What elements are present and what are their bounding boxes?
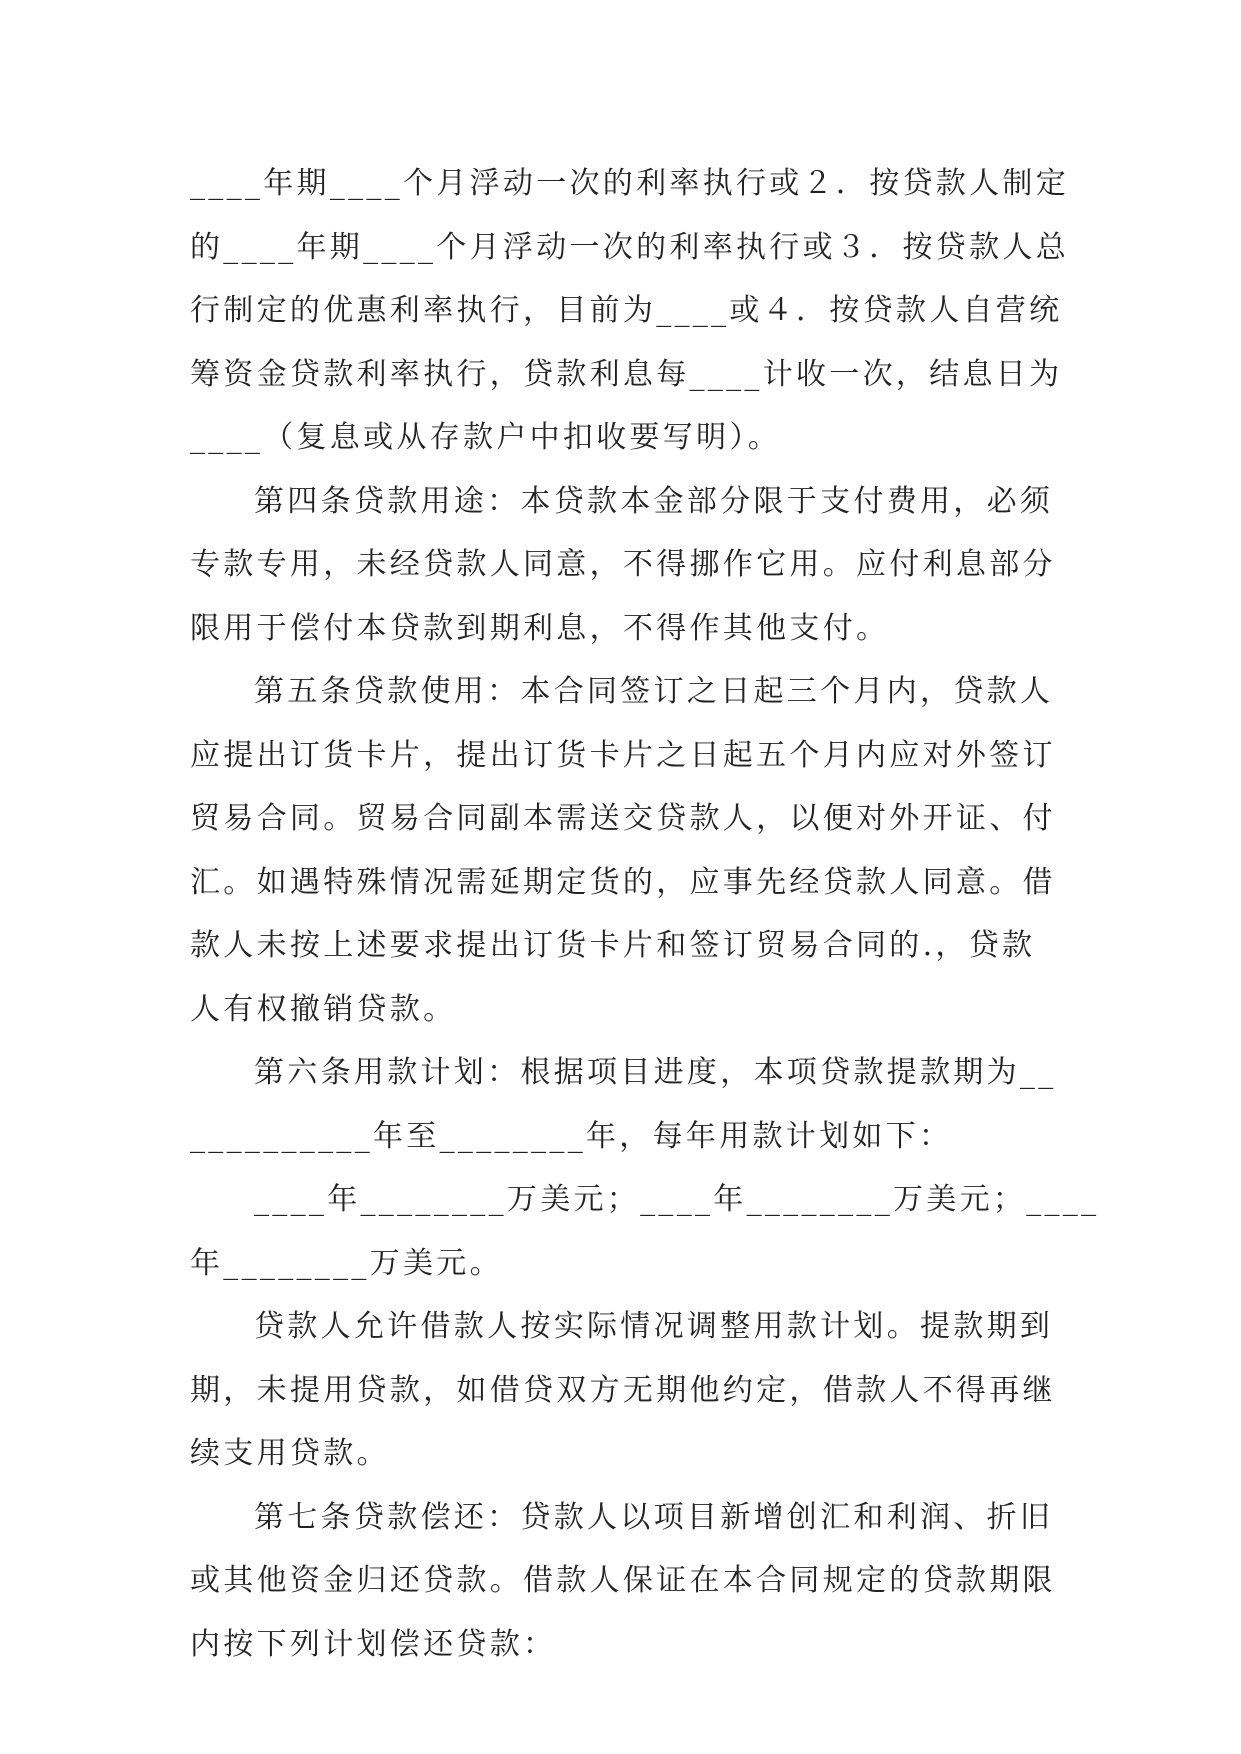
paragraph-start-line: 第六条用款计划：根据项目进度，本项贷款提款期为__ (254, 1055, 1057, 1090)
text-line: 贸易合同。贸易合同副本需送交贷款人，以便对外开证、付 (190, 801, 1056, 836)
document-body (190, 152, 1100, 1676)
text-line: 期，未提用贷款，如借贷双方无期他约定，借款人不得再继 (190, 1372, 1056, 1408)
text-line: 款人未按上述要求提出订货卡片和签订贸易合同的.，贷款 (190, 928, 1036, 963)
text-line: 专款专用，未经贷款人同意，不得挪作它用。应付利息部分 (190, 547, 1056, 582)
text-line: 年________万美元。 (190, 1245, 503, 1281)
text-line: 行制定的优惠利率执行，目前为____或４．按贷款人自营统 (190, 293, 1063, 328)
paragraph-start-line: 第五条贷款使用：本合同签订之日起三个月内，贷款人 (254, 674, 1054, 709)
text-line: 限用于偿付本贷款到期利息，不得作其他支付。 (190, 610, 890, 646)
text-line: 的____年期____个月浮动一次的利率执行或３．按贷款人总 (190, 229, 1069, 265)
text-line: 或其他资金归还贷款。借款人保证在本合同规定的贷款期限 (190, 1563, 1056, 1598)
text-line: 续支用贷款。 (190, 1436, 390, 1471)
text-line: 人有权撤销贷款。 (190, 991, 457, 1027)
text-line: ____年期____个月浮动一次的利率执行或２．按贷款人制定 (190, 166, 1069, 201)
text-line: 汇。如遇特殊情况需延期定货的，应事先经贷款人同意。借 (190, 864, 1056, 900)
paragraph-start-line: 贷款人允许借款人按实际情况调整用款计划。提款期到 (254, 1309, 1054, 1344)
paragraph-start-line: ____年________万美元；____年________万美元；____ (254, 1182, 1100, 1217)
text-line: 应提出订货卡片，提出订货卡片之日起五个月内应对外签订 (190, 737, 1056, 773)
text-line: ____（复息或从存款户中扣收要写明）。 (190, 420, 781, 455)
text-line: 内按下列计划偿还贷款： (190, 1626, 557, 1662)
paragraph-start-line: 第四条贷款用途：本贷款本金部分限于支付费用，必须 (254, 483, 1054, 519)
paragraph-start-line: 第七条贷款偿还：贷款人以项目新增创汇和利润、折旧 (254, 1499, 1054, 1535)
text-line: __________年至________年，每年用款计划如下： (190, 1118, 953, 1154)
text-line: 筹资金贷款利率执行，贷款利息每____计收一次，结息日为 (190, 356, 1063, 392)
